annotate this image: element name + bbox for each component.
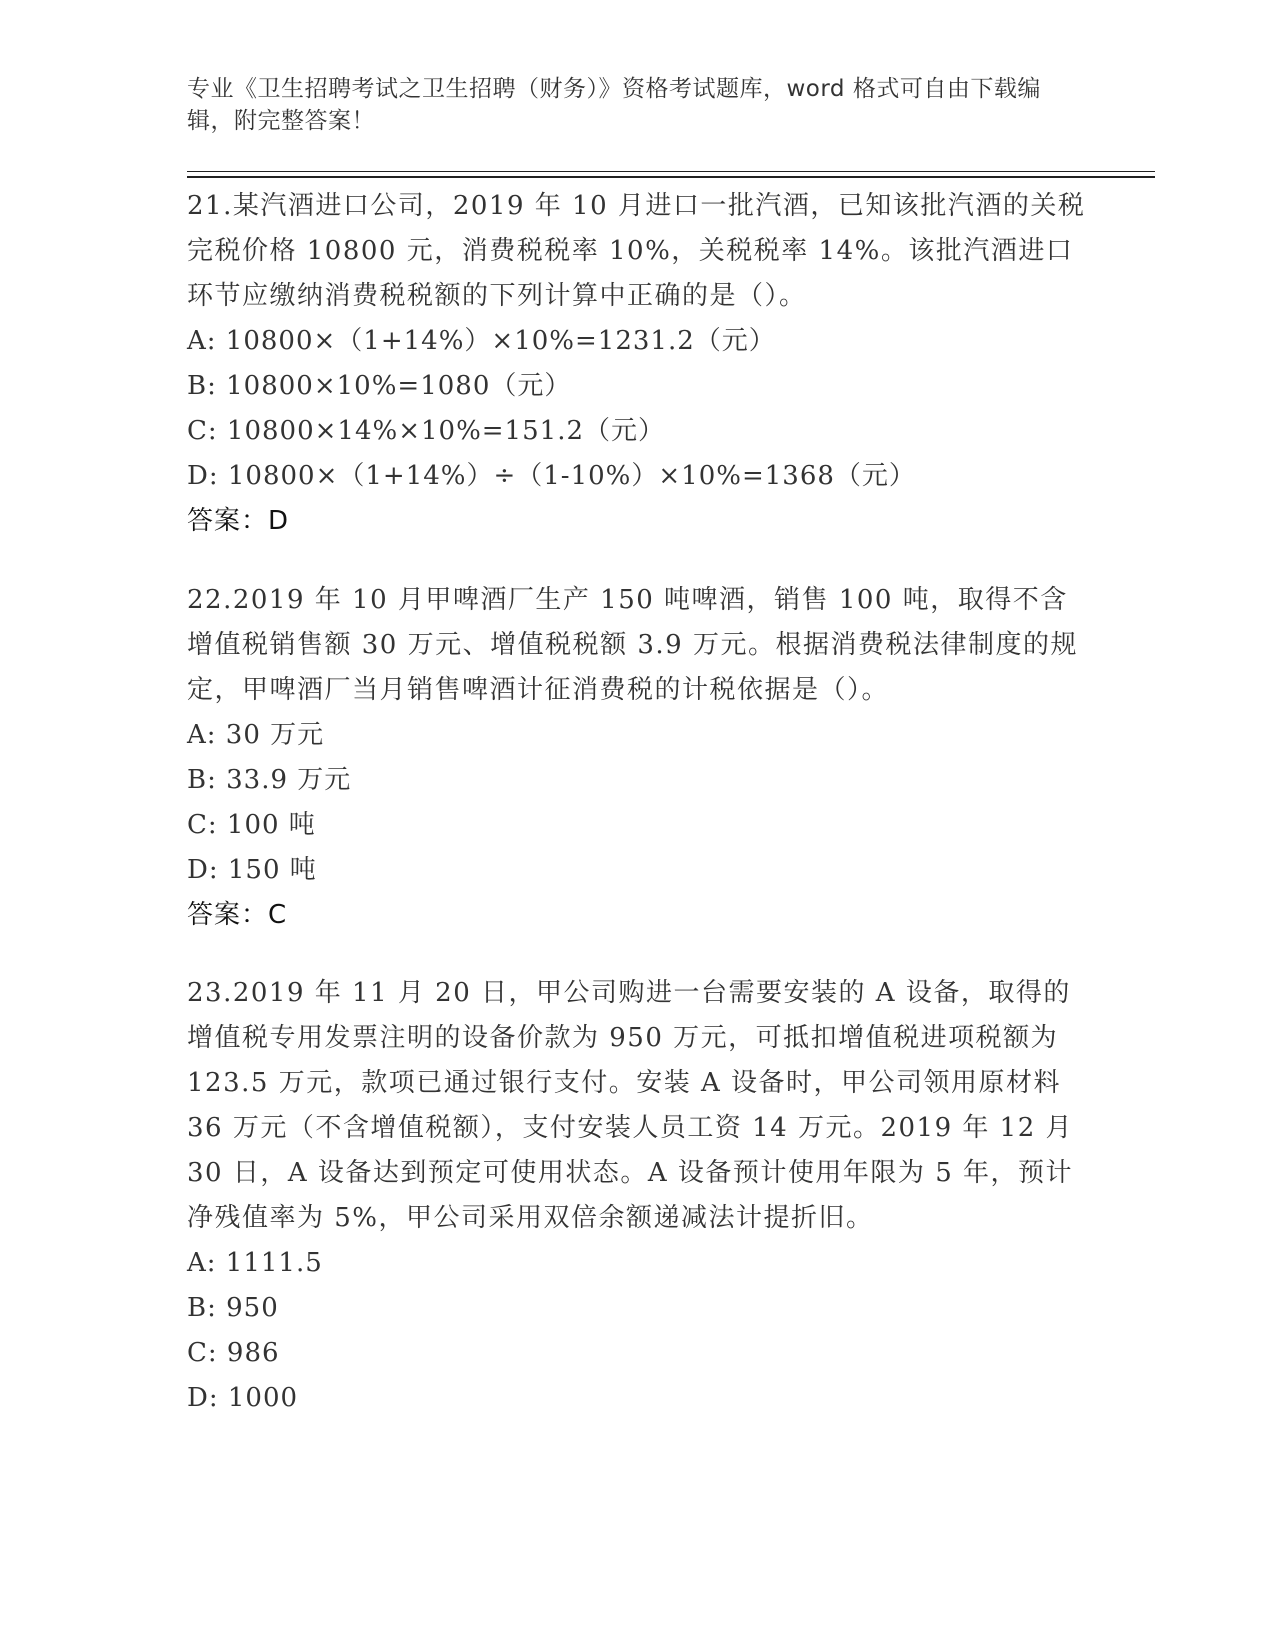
option-c: C: 10800×14%×10%=151.2（元） bbox=[187, 416, 665, 446]
header-divider-thick bbox=[187, 176, 1155, 178]
header-divider-thin bbox=[187, 171, 1155, 172]
document-header: 专业《卫生招聘考试之卫生招聘（财务）》资格考试题库，word 格式可自由下载编辑，附完整答案！ bbox=[187, 76, 1041, 134]
option-c: C: 986 bbox=[187, 1338, 280, 1368]
question-22 bbox=[187, 578, 1087, 938]
question-text: 21.某汽酒进口公司，2019 年 10 月进口一批汽酒，已知该批汽酒的关税完税价格 10800 元，消费税税率 10%，关税税率 14%。该批汽酒进口环节应缴纳消费税税额的下列计算中正确的是（）。 bbox=[187, 191, 1086, 311]
option-b: B: 10800×10%=1080（元） bbox=[187, 371, 572, 401]
question-21 bbox=[187, 184, 1087, 544]
answer-label: 答案：D bbox=[187, 506, 290, 536]
option-b: B: 950 bbox=[187, 1293, 279, 1323]
question-text: 22.2019 年 10 月甲啤酒厂生产 150 吨啤酒，销售 100 吨，取得不含增值税销售额 30 万元、增值税税额 3.9 万元。根据消费税法律制度的规定，甲啤酒厂当月销售啤酒计征消费税的计税依据是（）。 bbox=[187, 585, 1078, 705]
answer-label: 答案：C bbox=[187, 900, 288, 930]
question-text: 23.2019 年 11 月 20 日，甲公司购进一台需要安装的 A 设备，取得的增值税专用发票注明的设备价款为 950 万元，可抵扣增值税进项税额为 123.5 万元，款项已通过银行支付。安装 A 设备时，甲公司领用原材料 36 万元（不含增值税额），支付安装人员工资 14 万元。2019 年 12 月 30 日，A 设备达到预定可使用状态。A 设备预计使用年限为 5 年，预计净残值率为 5%，甲公司采用双倍余额递减法计提折旧。 bbox=[187, 978, 1074, 1233]
option-d: D: 150 吨 bbox=[187, 855, 317, 885]
option-c: C: 100 吨 bbox=[187, 810, 316, 840]
option-d: D: 10800×（1+14%）÷（1-10%）×10%=1368（元） bbox=[187, 461, 916, 491]
option-a: A: 1111.5 bbox=[187, 1248, 323, 1278]
option-a: A: 30 万元 bbox=[187, 720, 325, 750]
option-b: B: 33.9 万元 bbox=[187, 765, 352, 795]
option-d: D: 1000 bbox=[187, 1383, 299, 1413]
question-23 bbox=[187, 971, 1087, 1421]
option-a: A: 10800×（1+14%）×10%=1231.2（元） bbox=[187, 326, 776, 356]
